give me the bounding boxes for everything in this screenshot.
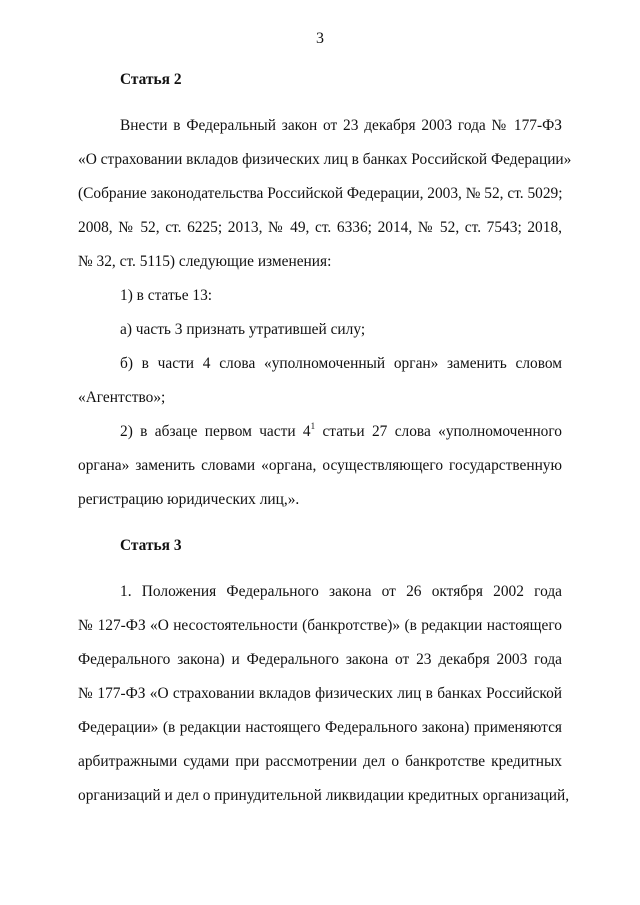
- paragraph-line: (Собрание законодательства Российской Федерации, 2003, № 52, ст. 5029;: [78, 185, 563, 202]
- paragraph-line: № 32, ст. 5115) следующие изменения:: [78, 253, 332, 270]
- article-2-heading: Статья 2: [120, 71, 182, 88]
- paragraph-line: 2008, № 52, ст. 6225; 2013, № 49, ст. 6336; 2014, № 52, ст. 7543; 2018,: [78, 219, 562, 236]
- paragraph-line: «О страховании вкладов физических лиц в банках Российской Федерации»: [78, 151, 572, 168]
- paragraph-line: Внести в Федеральный закон от 23 декабря 2003 года № 177-ФЗ: [120, 117, 562, 134]
- paragraph-line: Федерации» (в редакции настоящего Федерального закона) применяются: [78, 719, 562, 736]
- paragraph-line: организаций и дел о принудительной ликвидации кредитных организаций,: [78, 787, 570, 804]
- paragraph-line: 1. Положения Федерального закона от 26 октября 2002 года: [120, 583, 562, 600]
- list-item: [78, 415, 562, 449]
- paragraph-line: Федерального закона) и Федерального закона от 23 декабря 2003 года: [78, 651, 562, 668]
- line-part: 2) в абзаце первом части 4: [120, 423, 311, 440]
- paragraph-line: № 127-ФЗ «О несостоятельности (банкротстве)» (в редакции настоящего: [78, 617, 562, 634]
- page-number: 3: [316, 30, 324, 47]
- paragraph-line: регистрацию юридических лиц,».: [78, 491, 300, 508]
- paragraph-line: № 177-ФЗ «О страховании вкладов физических лиц в банках Российской: [78, 685, 562, 702]
- list-item: б) в части 4 слова «уполномоченный орган» заменить словом: [120, 355, 562, 372]
- document-body: [78, 63, 572, 813]
- paragraph-line: «Агентство»;: [78, 389, 166, 406]
- line-part: статьи 27 слова «уполномоченного: [315, 423, 562, 440]
- superscript: 1: [310, 421, 316, 431]
- paragraph-line: арбитражными судами при рассмотрении дел о банкротстве кредитных: [78, 753, 562, 770]
- paragraph-line: органа» заменить словами «органа, осуществляющего государственную: [78, 457, 562, 474]
- list-item: а) часть 3 признать утратившей силу;: [120, 321, 366, 338]
- list-item: 1) в статье 13:: [120, 287, 213, 304]
- article-3-heading: Статья 3: [120, 537, 182, 554]
